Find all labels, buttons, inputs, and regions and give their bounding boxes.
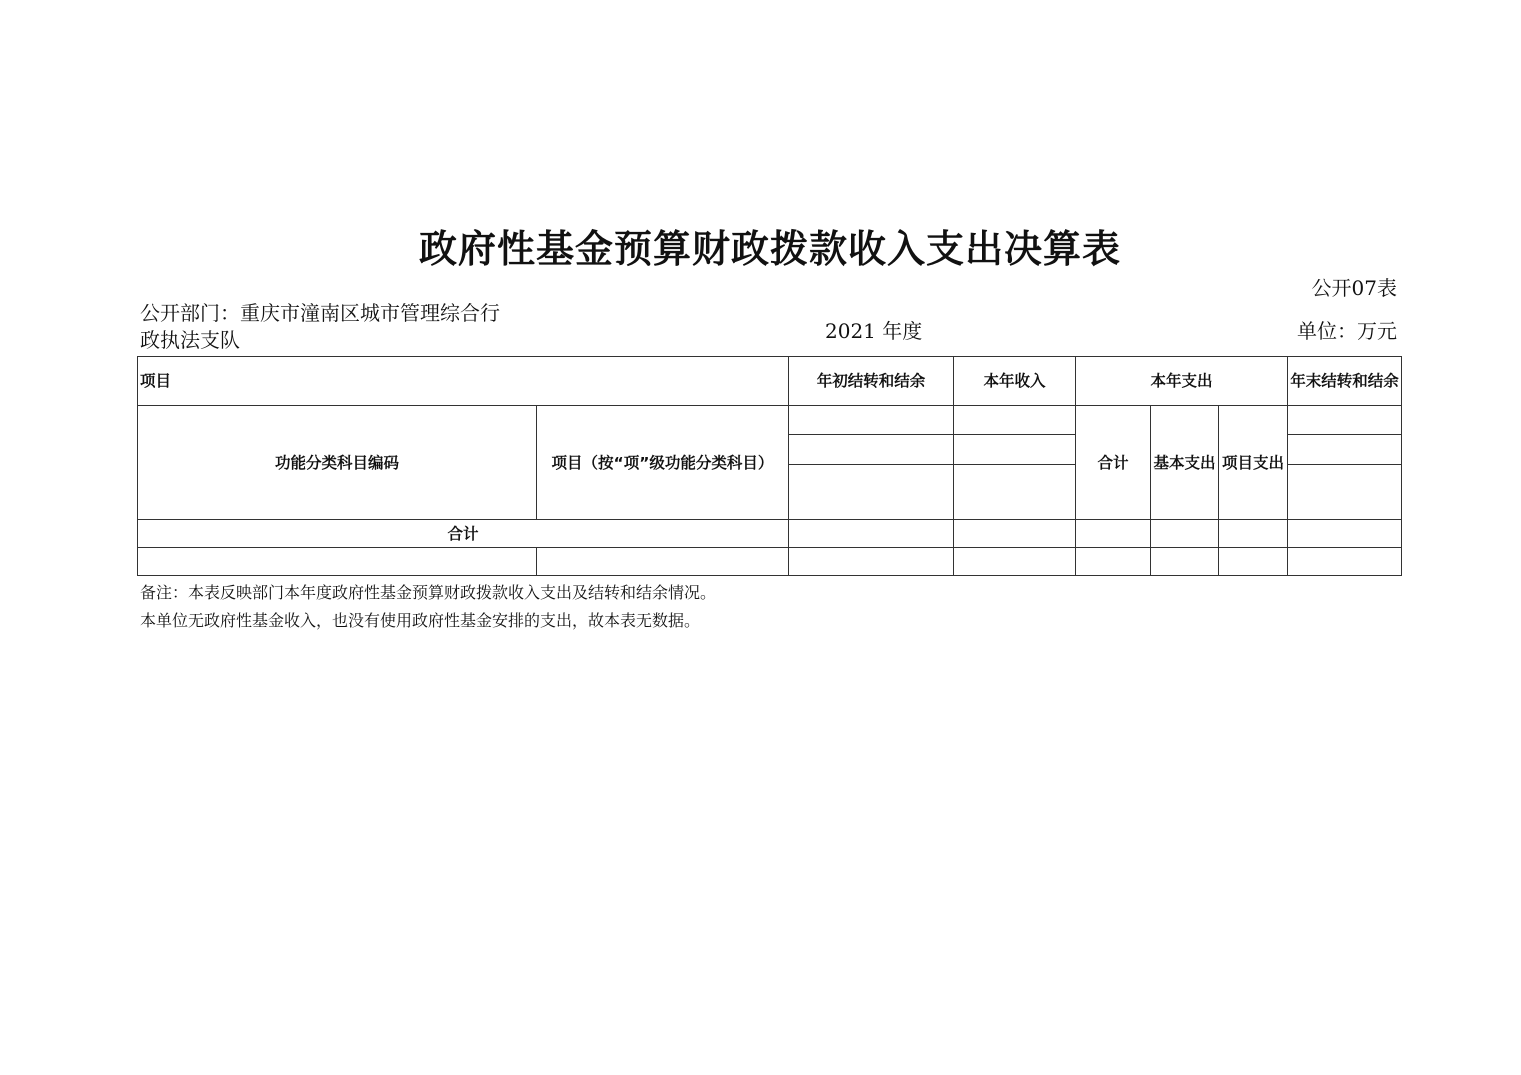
subheader-project: 项目支出 (1219, 406, 1288, 520)
table-cell (1288, 435, 1402, 465)
table-cell (954, 520, 1076, 548)
footnote-remark: 备注：本表反映部门本年度政府性基金预算财政拨款收入支出及结转和结余情况。 (140, 583, 717, 602)
subheader-name: 项目（按“项”级功能分类科目） (537, 406, 789, 520)
table-cell (789, 406, 954, 435)
header-expense: 本年支出 (1076, 357, 1288, 406)
subheader-basic: 基本支出 (1151, 406, 1219, 520)
subheader-code: 功能分类科目编码 (138, 406, 537, 520)
table-cell (1219, 548, 1288, 576)
table-cell (789, 465, 954, 520)
subheader-total: 合计 (1076, 406, 1151, 520)
page-title: 政府性基金预算财政拨款收入支出决算表 (418, 227, 1121, 271)
table-cell (1151, 548, 1219, 576)
table-cell (954, 465, 1076, 520)
department-label: 公开部门：重庆市潼南区城市管理综合行政执法支队 (140, 301, 500, 352)
table-cell (1288, 520, 1402, 548)
table-cell (789, 548, 954, 576)
header-income: 本年收入 (954, 357, 1076, 406)
footnote-no-data: 本单位无政府性基金收入，也没有使用政府性基金安排的支出，故本表无数据。 (140, 611, 701, 630)
table-cell (954, 406, 1076, 435)
header-begin-balance: 年初结转和结余 (789, 357, 954, 406)
table-cell (138, 548, 537, 576)
table-cell (1288, 548, 1402, 576)
budget-table (137, 356, 1402, 576)
unit-label: 单位：万元 (1297, 319, 1397, 343)
total-label: 合计 (138, 520, 789, 548)
table-cell (1288, 406, 1402, 435)
table-cell (789, 435, 954, 465)
table-cell (1076, 548, 1151, 576)
table-cell (1076, 520, 1151, 548)
table-cell (954, 435, 1076, 465)
header-item: 项目 (138, 357, 789, 406)
table-cell (1288, 465, 1402, 520)
header-end-balance: 年末结转和结余 (1288, 357, 1402, 406)
table-row (138, 548, 1402, 576)
table-cell (1151, 520, 1219, 548)
table-cell (789, 520, 954, 548)
total-row (138, 520, 1402, 548)
table-cell (954, 548, 1076, 576)
table-cell (537, 548, 789, 576)
table-cell (1219, 520, 1288, 548)
table-number: 公开07表 (1311, 276, 1397, 300)
fiscal-year: 2021 年度 (825, 319, 923, 343)
